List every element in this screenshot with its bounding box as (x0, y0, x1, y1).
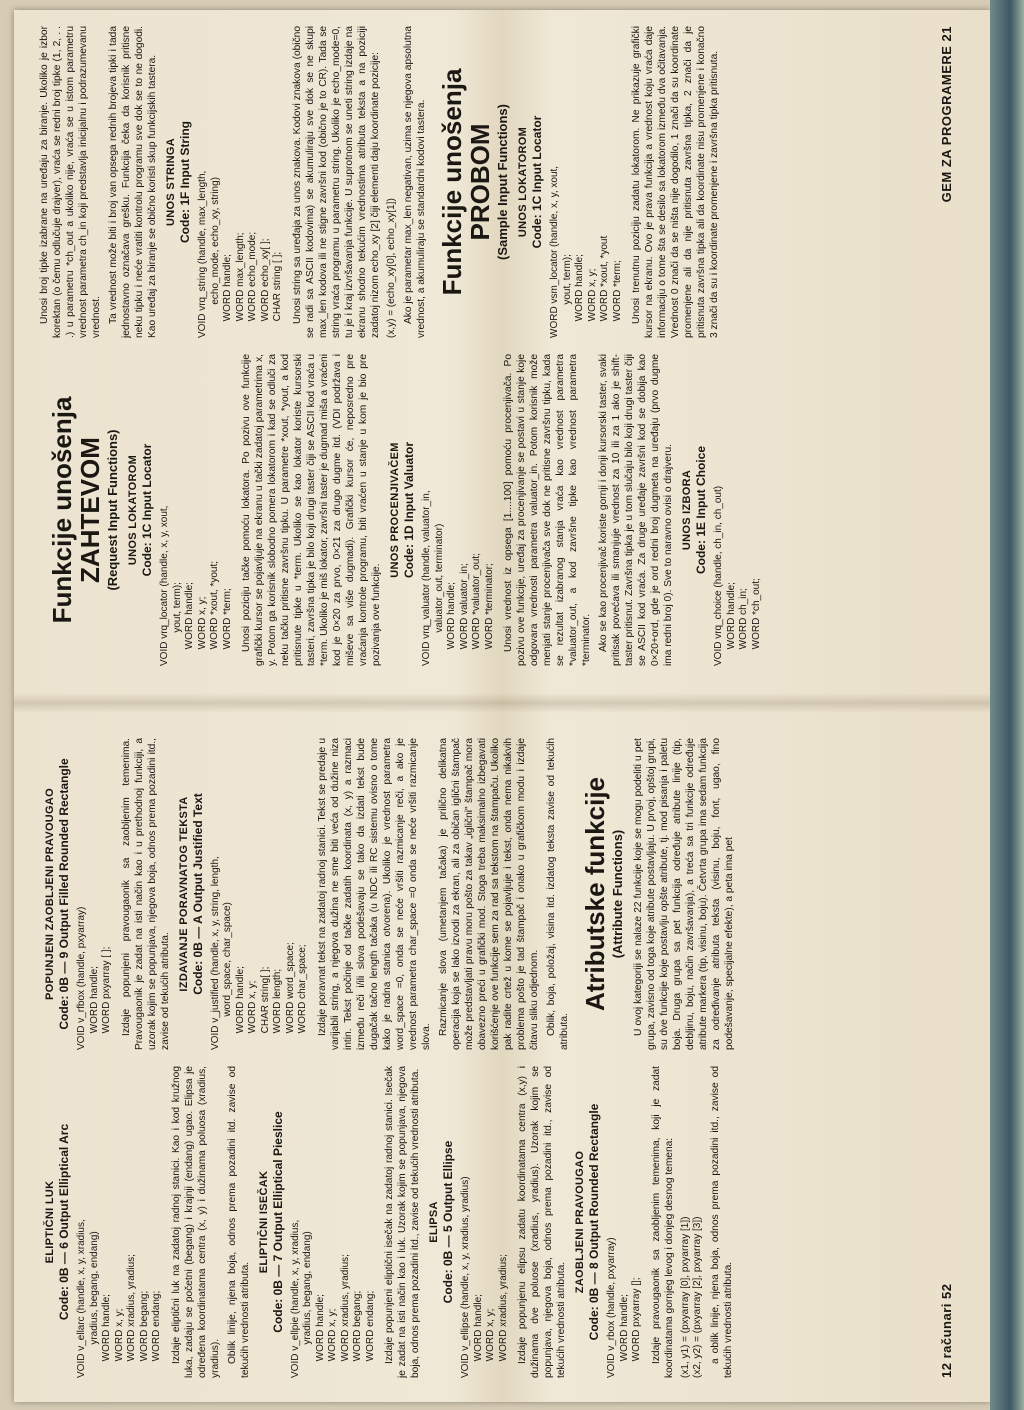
function-code: Code: 1C Input Locator (530, 115, 544, 249)
section-heading: Atributske funkcije (579, 776, 610, 1012)
function-code: Code: 0B — 7 Output Elliptical Pieslice (270, 1111, 285, 1333)
function-signature: VOID v_ellarc (handle, x, y, xradius, yradius, begang, endang) WORD handle; WORD x, y; WORD xradius, yradius; WORD begang; WORD endang; (76, 1219, 162, 1378)
right-page-column-2 (38, 26, 918, 338)
paragraph: a oblik linije, njena boja, odnos prema pozadini itd., zavise od tekućih vrednosti atributa. (709, 1066, 734, 1378)
paragraph: Ako se kao procenjivač koriste gornji i donji kursorski taster, svaki pritisak povećava ili smanjuje vrednost za 10 ili za 1 ako je shift-taster pritisnut. Završna tipka je u tom slučaju bilo koji drugi taster čiji se ASCII kod vraća. Za druge uređaje završni kod se dobija kao 0×20+ord, gde je ord redni broj dugmeta na uređaju (prvo dugme ima redni broj 0). Sve to naravno ovisi o drajveru. (598, 354, 674, 666)
function-title: ELIPTIČNI LUK (44, 1180, 56, 1264)
paragraph: Unosi broj tipke izabrane na uređaju za biranje. Ukoliko je izbor korektan (o čemu odlučuje drajver), vraća se redni broj tipke (1, 2, . . .) u parametru *ch_out a ukoliko nije, vraća se u istom parametru vrednost parametra ch_in koji predstavlja inicijalnu i podrazumevanu vrednost. (39, 26, 102, 338)
paragraph: Izdaje pravougaonik sa zaobljenim temenima, koji je zadat koordinatama gornjeg levog i donjeg desnog temena: (650, 1066, 675, 1378)
page-fold (14, 693, 990, 713)
function-signature: VOID v_justified (handle, x, y, string, length, word_space, char_space) WORD handle; WORD x, y; CHAR string[ ]; WORD length; WORD word_space; WORD char_space; (209, 856, 308, 1050)
paragraph: Oblik, boja, položaj, visina itd. izdatog teksta zavise od tekućih atributa. (545, 738, 570, 1050)
section-subheading: (Attribute Functions) (609, 829, 625, 959)
left-page-column-1 (38, 1066, 918, 1378)
function-title: ELIPSA (428, 1201, 440, 1243)
function-signature: VOID v_ellpie (handle, x, y, xradius, yradius, begang, endang) WORD handle; WORD x, y; WORD xradius, yradius; WORD begang; WORD endang; (289, 1219, 376, 1378)
function-signature: VOID v_rbox (handle, pxyarray) WORD handle; WORD pxyarray []; (606, 1237, 642, 1378)
function-code: Code: 1E Input Choice (694, 446, 708, 575)
function-signature: VOID vrq_choice (handle, ch_in, ch_out) WORD handle; WORD ch_in; WORD *ch_out; (713, 485, 762, 666)
paragraph: Izdaje popunjenu elipsu zadatu koordinatama centra (x,y) i dužinama dve poluose (xradius, yradius). Uzorak kojim se popunjava, njegova boja, odnos prema pozadini itd., zavise od tekućih vrednosti atributa. (517, 1066, 567, 1378)
formula: (x,y) = (echo_xy[0], echo_xy[1]) (385, 198, 397, 338)
function-title: POPUNJENI ZAOBLJENI PRAVOUGAO (44, 787, 56, 1001)
function-code: Code: 0B — 8 Output Rounded Rectangle (587, 1103, 601, 1341)
page-folio-left: 12 računari 52 (939, 1283, 954, 1378)
paragraph: Ako je parametar max_len negativan, uzima se njegova apsolutna vrednost, a akumuliraju se standardni kodovi tastera. (403, 26, 427, 338)
function-signature: VOID vrq_locator (handle, x, y, xout, yout, term); WORD handle; WORD x, y; WORD *xout, *yout; WORD *term; (159, 505, 233, 666)
formula: (x1, y1) = (pxyarray [0], pxyarray [1]) (x2, y2) = (pxyarray [2], pxyarray [3]) (679, 1216, 703, 1378)
function-code: Code: 1F Input String (178, 121, 192, 243)
paragraph: Izdaje eliptični luk na zadatoj radnoj stanici. Kao i kod kružnog luka, zadaju se početni (begang) i krajnji (endang) ugao. Elipsa je određena koordinatama centra (x, y) i dužinama poluosa (xradius, yradius). (170, 1066, 221, 1378)
function-title: UNOS LOKATOROM (517, 126, 529, 238)
paragraph: Unosi string sa uređaja za unos znakova. Kodovi znakova (obično se radi sa ASCII kodovima) se akumuliraju sve dok se ne skupi max_len kodova ili ne stigne završni kod (obično je to CR). Tada se string vraća programu u parametru string. Ukoliko je echo_mode=0, tu je i kraj izvršavanja funkcije. U suprotnom se uneti string izdaje na ekranu shodno tekućim vrednostima atributa teksta a na poziciji zadatoj nizom echo_xy [2] čiji elementi daju koordinate pozicije: (291, 26, 381, 338)
paragraph: Unosi poziciju tačke pomoću lokatora. Po pozivu ove funkcije grafički kursor se pojavljuje na ekranu u tački zadatoj parametrima x, y. Potom ga korisnik slobodno pomera lokatorom i kad se odluči za neku tačku pritisne završnu tipku. U parametre *xout, *yout, a kod pritisnute tipke u *term. Ukoliko se kao lokator koriste kursorski tasteri, završna tipka je bilo koji drugi taster čiji se ASCII kod vraća u *term. Ukoliko je miš lokator, završni taster je dugmad miša a vraćeni kod je 0×20 za prvo, 0×21 za drugo dugme itd. (VDI podržava i miševe sa više dugmadi). Grafički kursor će, neposredno pre vraćanja kontrole programu, biti vraćen u stanje u kom je bio pre pozivanja ove funkcije. (241, 354, 382, 666)
paragraph: Izdaje popunjeni pravougaonik sa zaobljenim temenima. Pravougaonik je zadat na isti način kao i u prethodnoj funkciji, a uzorak kojim se popunjava, njegova boja, odnos prema pozadini itd., zavise od tekućih atributa. (120, 738, 171, 1050)
paragraph: Ta vrednost može biti i broj van opsega rednih brojeva tipki i tada jednostavno označava grešku. Funkcija čeka da korisnik pritisne neku tipku i neće vratiti kontrolu programu sve dok se to ne dogodi. Kao uređaj za biranje se obično koristi skup funkcijskih tastera. (108, 26, 158, 338)
paragraph: Izdaje popunjeni eliptični isečak na zadatoj radnoj stanici. Isečak je zadat na isti način kao i luk. Uzorak kojim se popunjava, njegova boja, odnos prema pozadini itd., zavise od tekućih vrednosti atributa. (384, 1066, 421, 1378)
right-page-column-1 (38, 354, 918, 666)
paragraph: U ovoj kategoriji se nalaze 22 funkcije koje se mogu podeliti u pet grupa, zavisno od toga koje atribute postavljaju. U prvoj, opštoj grupi, su dve funkcije koje postavlju opšte atribute, tj. mod pisanja i paletu boja. Druga grupa sa pet funkcija određuje atribute linije (tip, debljinu, boju, način završavanja), a treća sa tri funkcije određuje atribute markera (tip, visinu, boju). Četvrta grupa ima sedam funkcija za određivanje atributa teksta (visinu, boju, font, ugao, fino podešavanje, specijalne efekte), a peta ima pet (632, 738, 735, 1050)
paragraph: Razmicanje slova (umetanjem tačaka) je prilično delikatna operacija koja se lako izvodi za ekran, ali za običan iglični štampač može predstavljati pravu moru pošto za takav „iglični" štampač mora obavezno preći u grafički mod. Stoga treba maksimalno izbegavati korišćenje ove funkcije sem za rad sa tekstom na štampaču. Ukoliko pak radite crtež u kome se pojavljuje i tekst, onda nema nikakvih problema pošto je tad štampač i onako u grafičkom modu i izdaje čitavu sliku odjednom. (437, 738, 540, 1050)
function-code: Code: 0B — 6 Output Elliptical Arc (57, 1123, 71, 1321)
background-edge (990, 0, 1024, 1410)
function-code: Code: 0B — 9 Output Filled Rounded Rectangle (57, 758, 71, 1030)
section-subheading: (Request Input Functions) (105, 429, 120, 591)
section-heading: Funkcije unošenja ZAHTEVOM (47, 396, 105, 624)
left-page-column-2 (38, 738, 918, 1050)
section-subheading: (Sample Input Functions) (495, 104, 510, 260)
function-title: UNOS STRINGA (165, 138, 177, 226)
paragraph: Unosi trenutnu poziciju zadatu lokatorom. Ne prikazuje grafički kursor na ekranu. Ovo je prava funkcija a vrednost koju vraća daje informaciju o tome šta se desilo sa lokatorom između dva očitavanja. Vrednost 0 znači da se ništa nije dogodilo, 1 znači da su koordinate promenjene ali da nije pritisnuta završna tipka, 2 znači da je pritisnuta završna tipka ali da koordinate nisu promenjene i konačno 3 znači da su i koordinate promenjene i završna tipka pritisnuta. (631, 26, 720, 338)
function-title: IZDAVANJE PORAVNATOG TEKSTA (177, 796, 190, 992)
function-title: ELIPTIČNI ISEČAK (257, 1170, 270, 1274)
function-signature: VOID vrq_string (handle, max_length, echo_mode, echo_xy, string) WORD handle; WORD max_length; WORD echo_mode; WORD echo_xy[ ]; CHAR string [ ]; (197, 170, 283, 338)
paragraph: Izdaje poravnat tekst na zadatoj radnoj stanici. Tekst se predaje u varijabli string, a njegova dužina ne sme biti veća od dužine niza intin. Tekst počinje od tačke zadatih koordinata (x, y) a razmaci između reči i/ili slova podešavaju se tako da izdati tekst bude dugačak tačno length tačaka (u NDC ili RC sistemu ovisno o tome kako je radna stanica otvorena). Ukoliko je vrednost parametra word_space =0, onda se neće vršiti razmicanje reči, a ako je vrednost parametra char_space =0 onda se neće vršiti razmicanje slova. (316, 738, 432, 1050)
function-signature: VOID vrq_valuator (handle, valuator_in, valuator_out, terminator) WORD handle; WORD valuator_in; WORD *valuator_out; WORD *terminator; (421, 490, 495, 666)
function-code: Code: 1C Input Locator (140, 443, 154, 577)
function-title: ZAOBLJENI PRAVOUGAO (574, 1150, 586, 1294)
section-heading: Funkcije unošenja PROBOM (437, 68, 495, 296)
page-folio-right: GEM ZA PROGRAMERE 21 (939, 26, 954, 203)
function-code: Code: 0B — 5 Output Ellipse (441, 1140, 455, 1304)
right-page (32, 16, 962, 676)
left-page (32, 728, 962, 1388)
function-title: UNOS LOKATOROM (127, 454, 139, 566)
function-signature: VOID v_rfbox (handle, pxyarray) WORD handle; WORD pxyarray [ ]; (76, 906, 112, 1050)
function-code: Code: 0B — A Output Justified Text (190, 793, 205, 995)
function-code: Code: 1D Input Valuator (402, 442, 416, 579)
page-footer (939, 26, 954, 666)
function-title: UNOS PROCENJIVAČEM (389, 442, 401, 578)
page-footer (939, 738, 954, 1378)
function-title: UNOS IZBORA (681, 469, 693, 551)
function-signature: VOID v_ellipse (handle, x, y, xradius, yradius) WORD handle; WORD x, y; WORD xradius, yradius; (460, 1176, 509, 1378)
paragraph: Oblik linije, njena boja, odnos prema pozadini itd. zavise od tekućih vrednosti atributa. (226, 1066, 251, 1378)
function-signature: WORD vsm_locator (handle, x, y, xout, yout, term); WORD handle; WORD x, y; WORD *xout, *yout WORD *term; (549, 165, 623, 338)
paragraph: Unosi vrednost iz opsega [1....100] pomoću procenjivača. Po pozivu ove funkcije, uređaj za procenjivanje se postavi u stanje koje odgovara vrednosti parametra valuator_in. Potom korisnik može menjati stanje procenjivača sve dok ne pritisne završnu tipku, kada se rezultat izabranog stanja vraća kao vrednost parametra *valuator_out, a kod završne tipke kao vrednost parametra *terminator. (503, 354, 592, 666)
